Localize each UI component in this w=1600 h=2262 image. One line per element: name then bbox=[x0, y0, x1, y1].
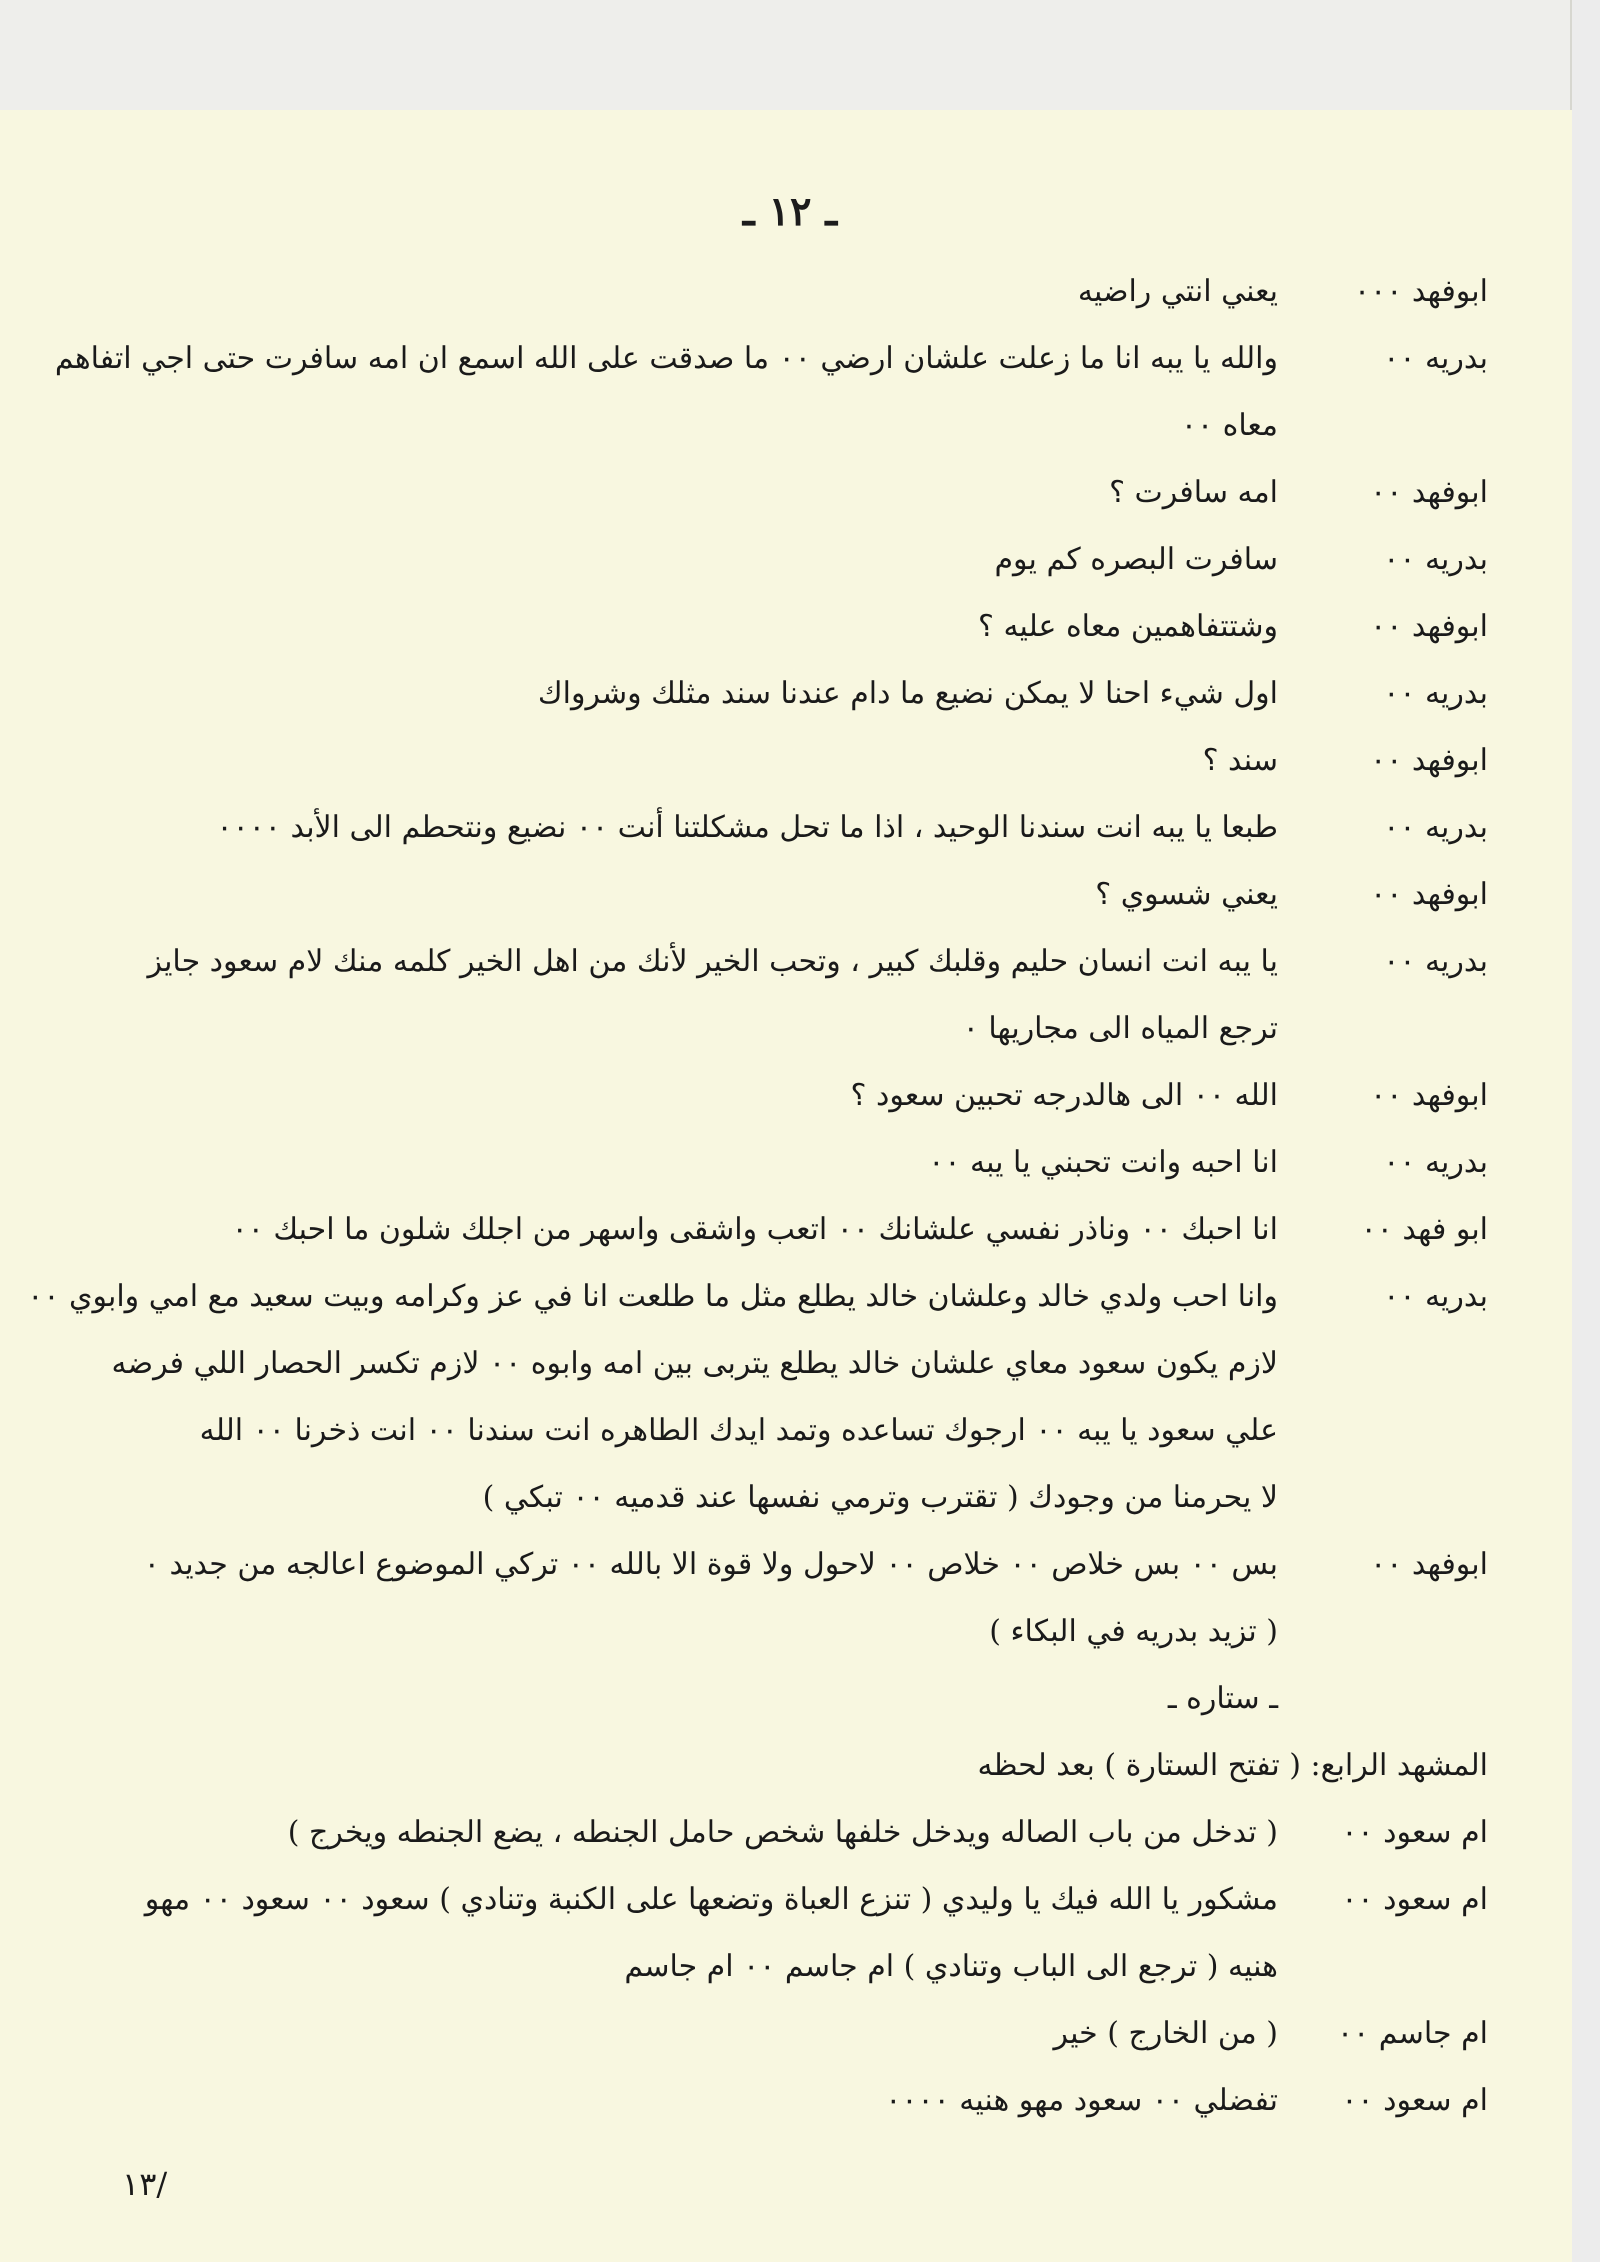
stage-direction bbox=[48, 1598, 1488, 1665]
dialogue-continuation bbox=[48, 1933, 1488, 2000]
dialogue-line bbox=[48, 325, 1488, 392]
speaker-name: بدريه ۰۰ bbox=[1383, 676, 1488, 711]
dialogue-text: معاه ۰۰ bbox=[1180, 408, 1278, 443]
dialogue-line bbox=[48, 794, 1488, 861]
dialogue-text: ( من الخارج ) خير bbox=[1053, 2016, 1278, 2051]
speaker-name: ابو فهد ۰۰ bbox=[1360, 1212, 1488, 1247]
speaker-name: ابوفهد ۰۰ bbox=[1370, 877, 1488, 912]
dialogue-text: لازم يكون سعود معاي علشان خالد يطلع يتربى بين امه وابوه ۰۰ لازم تكسر الحصار اللي فرضه bbox=[111, 1346, 1278, 1381]
dialogue-text: يعني شسوي ؟ bbox=[1095, 877, 1278, 912]
speaker-name: ام جاسم ۰۰ bbox=[1336, 2016, 1488, 2051]
curtain-text: ـ ستاره ـ bbox=[1167, 1681, 1278, 1716]
dialogue-text: يعني انتي راضيه bbox=[1077, 274, 1278, 309]
page bbox=[0, 110, 1572, 2262]
dialogue-line bbox=[48, 861, 1488, 928]
speaker-name: بدريه ۰۰ bbox=[1383, 1279, 1488, 1314]
dialogue-line bbox=[48, 1196, 1488, 1263]
dialogue-text: طبعا يا يبه انت سندنا الوحيد ، اذا ما تحل مشكلتنا أنت ۰۰ نضيع ونتحطم الى الأبد ۰۰۰۰ bbox=[216, 810, 1278, 845]
dialogue-text: الله ۰۰ الى هالدرجه تحبين سعود ؟ bbox=[850, 1078, 1278, 1113]
dialogue-text: امه سافرت ؟ bbox=[1109, 475, 1278, 510]
dialogue-line bbox=[48, 1866, 1488, 1933]
speaker-name: بدريه ۰۰ bbox=[1383, 944, 1488, 979]
dialogue-line bbox=[48, 2067, 1488, 2134]
scan-right-edge bbox=[1570, 0, 1600, 2262]
speaker-name: ابوفهد ۰۰ bbox=[1370, 1078, 1488, 1113]
speaker-name: بدريه ۰۰ bbox=[1383, 810, 1488, 845]
speaker-name: ابوفهد ۰۰ bbox=[1370, 1547, 1488, 1582]
dialogue-text: هنيه ( ترجع الى الباب وتنادي ) ام جاسم ۰۰ ام جاسم bbox=[624, 1949, 1278, 1984]
dialogue-line bbox=[48, 459, 1488, 526]
dialogue-continuation bbox=[48, 392, 1488, 459]
speaker-name: ام سعود ۰۰ bbox=[1341, 2083, 1488, 2118]
footer-page-number: /١٣ bbox=[122, 2165, 168, 2203]
scene-heading bbox=[48, 1732, 1488, 1799]
dialogue-line bbox=[48, 727, 1488, 794]
dialogue-line bbox=[48, 1799, 1488, 1866]
dialogue-line bbox=[48, 526, 1488, 593]
dialogue-line bbox=[48, 1531, 1488, 1598]
dialogue-text: اول شيء احنا لا يمكن نضيع ما دام عندنا سند مثلك وشرواك bbox=[537, 676, 1278, 711]
dialogue-line bbox=[27, 1263, 1488, 1330]
speaker-name: بدريه ۰۰ bbox=[1383, 542, 1488, 577]
speaker-name: ام سعود ۰۰ bbox=[1341, 1815, 1488, 1850]
speaker-name: بدريه ۰۰ bbox=[1383, 1145, 1488, 1180]
speaker-name: ابوفهد ۰۰ bbox=[1370, 475, 1488, 510]
scan-top-margin bbox=[0, 0, 1600, 110]
dialogue-line bbox=[48, 660, 1488, 727]
dialogue-text: يا يبه انت انسان حليم وقلبك كبير ، وتحب الخير لأنك من اهل الخير كلمه منك لام سعود جايز bbox=[147, 944, 1278, 979]
dialogue-line bbox=[48, 1129, 1488, 1196]
dialogue-text: وشتتفاهمين معاه عليه ؟ bbox=[978, 609, 1278, 644]
speaker-name: ابوفهد ۰۰۰ bbox=[1354, 274, 1488, 309]
speaker-name: ام سعود ۰۰ bbox=[1341, 1882, 1488, 1917]
speaker-name: ابوفهد ۰۰ bbox=[1370, 743, 1488, 778]
dialogue-line bbox=[48, 593, 1488, 660]
dialogue-text: علي سعود يا يبه ۰۰ ارجوك تساعده وتمد ايدك الطاهره انت سندنا ۰۰ انت ذخرنا ۰۰ الله bbox=[199, 1413, 1278, 1448]
curtain-marker bbox=[48, 1665, 1488, 1732]
dialogue-line bbox=[48, 258, 1488, 325]
page-number: ـ ١٢ ـ bbox=[742, 188, 838, 235]
dialogue-continuation bbox=[48, 995, 1488, 1062]
dialogue-text: انا احبه وانت تحبني يا يبه ۰۰ bbox=[928, 1145, 1278, 1180]
dialogue-text: مشكور يا الله فيك يا وليدي ( تنزع العباة وتضعها على الكنبة وتنادي ) سعود ۰۰ سعود ۰۰ مهو bbox=[144, 1882, 1278, 1917]
scene-heading-text: المشهد الرابع: ( تفتح الستارة ) بعد لحظه bbox=[977, 1748, 1488, 1783]
dialogue-text: انا احبك ۰۰ وناذر نفسي علشانك ۰۰ اتعب واشقى واسهر من اجلك شلون ما احبك ۰۰ bbox=[231, 1212, 1278, 1247]
dialogue-text: والله يا يبه انا ما زعلت علشان ارضي ۰۰ ما صدقت على الله اسمع ان امه سافرت حتى اجي اتفاهم bbox=[54, 341, 1278, 376]
dialogue-text: ترجع المياه الى مجاريها ۰ bbox=[962, 1011, 1278, 1046]
dialogue-text: وانا احب ولدي خالد وعلشان خالد يطلع مثل ما طلعت انا في عز وكرامه وبيت سعيد مع امي وابوي ۰۰ bbox=[27, 1279, 1278, 1314]
dialogue-text: بس ۰۰ بس خلاص ۰۰ خلاص ۰۰ لاحول ولا قوة الا بالله ۰۰ تركي الموضوع اعالجه من جديد ۰ bbox=[143, 1547, 1278, 1582]
dialogue-text: ( تدخل من باب الصاله ويدخل خلفها شخص حامل الجنطه ، يضع الجنطه ويخرج ) bbox=[287, 1815, 1278, 1850]
dialogue-text: تفضلي ۰۰ سعود مهو هنيه ۰۰۰۰ bbox=[885, 2083, 1278, 2118]
dialogue-text: سند ؟ bbox=[1202, 743, 1278, 778]
dialogue-text: ( تزيد بدريه في البكاء ) bbox=[989, 1614, 1278, 1649]
dialogue-text: سافرت البصره كم يوم bbox=[994, 542, 1278, 577]
dialogue-line bbox=[48, 928, 1488, 995]
speaker-name: ابوفهد ۰۰ bbox=[1370, 609, 1488, 644]
dialogue-text: لا يحرمنا من وجودك ( تقترب وترمي نفسها عند قدميه ۰۰ تبكي ) bbox=[482, 1480, 1278, 1515]
script-body bbox=[27, 258, 1488, 2134]
dialogue-continuation bbox=[48, 1397, 1488, 1464]
speaker-name: بدريه ۰۰ bbox=[1383, 341, 1488, 376]
dialogue-continuation bbox=[48, 1464, 1488, 1531]
dialogue-line bbox=[48, 1062, 1488, 1129]
dialogue-continuation bbox=[48, 1330, 1488, 1397]
dialogue-line bbox=[48, 2000, 1488, 2067]
